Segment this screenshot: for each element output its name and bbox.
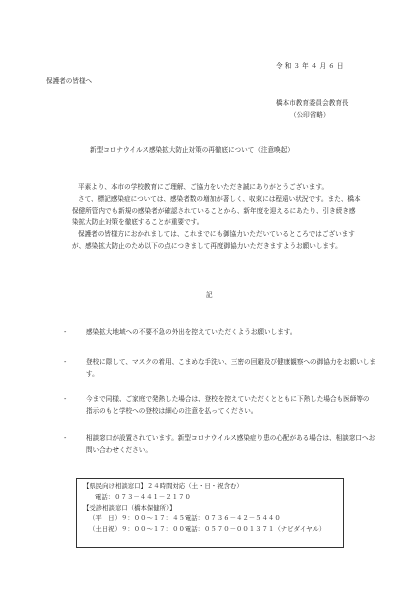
paragraph-greeting: 平素より、本市の学校教育にご理解、ご協力をいただき誠にありがとうございます。 [78, 183, 329, 191]
list-item-text: 登校に際して、マスクの着用、こまめな手洗い、三密の回避及び健康観察への御協力をお願いします。 [86, 358, 376, 378]
ki-heading: 記 [206, 291, 213, 299]
sender-note: （公印省略） [290, 111, 330, 119]
bullet-mark: - [64, 328, 67, 336]
document-date: 令 和 ３ 年 ４ 月 ６ 日 [276, 62, 344, 70]
contact-line-weekend: （土日祝）９：００～１７：００電話：０５７０－００１３７１（ナビダイヤル） [89, 525, 326, 534]
contact-line-weekday: （平 日）９：００～１７：４５電話：０７３６－４２－５４４０ [89, 514, 281, 523]
contact-line-prefectural: 【県民向け相談窓口】２４時間対応（土・日・祝含む） [83, 482, 243, 490]
sender-name: 橋本市教育委員会教育長 [276, 99, 349, 107]
document-title: 新型コロナウイルス感染拡大防止対策の再徹底について（注意喚起） [90, 146, 294, 154]
contact-line-consultation: 【受診相談窓口（橋本保健所）】 [83, 503, 176, 512]
list-item-text: 今まで同様、ご家庭で発熱した場合は、登校を控えていただくとともに下熱した場合も医師等の指示のもと学校への登校は細心の注意を払ってください。 [86, 395, 370, 415]
contact-line-phone: 電話：０７３－４４１－２１７０ [95, 492, 191, 501]
list-item-text: 相談窓口が設置されています。新型コロナウイルス感染症り患の心配がある場合は、相談窓口へお問い合わせください。 [86, 434, 376, 454]
paragraph-request: 保護者の皆様方におかれましては、これまでにも御協力いただいているところではございますが、感染拡大防止のため以下の点につきまして再度御協力いただきますようお願いします。 [72, 230, 355, 250]
bullet-mark: - [64, 434, 67, 442]
list-item-text: 感染拡大地域への不要不急の外出を控えていただくようお願いします。 [86, 328, 297, 336]
bullet-mark: - [64, 358, 67, 366]
bullet-mark: - [64, 395, 67, 403]
paragraph-situation: さて、標記感染症については、感染者数の増加が著しく、収束には程遠い状況です。また、橋本保健所管内でも新規の感染者が確認されていることから、新年度を迎えるにあたり、引き続き感染拡大防止対策を徹底することが重要です。 [72, 195, 361, 226]
recipient-line: 保護者の皆様へ [46, 77, 93, 85]
contact-box [76, 478, 344, 548]
